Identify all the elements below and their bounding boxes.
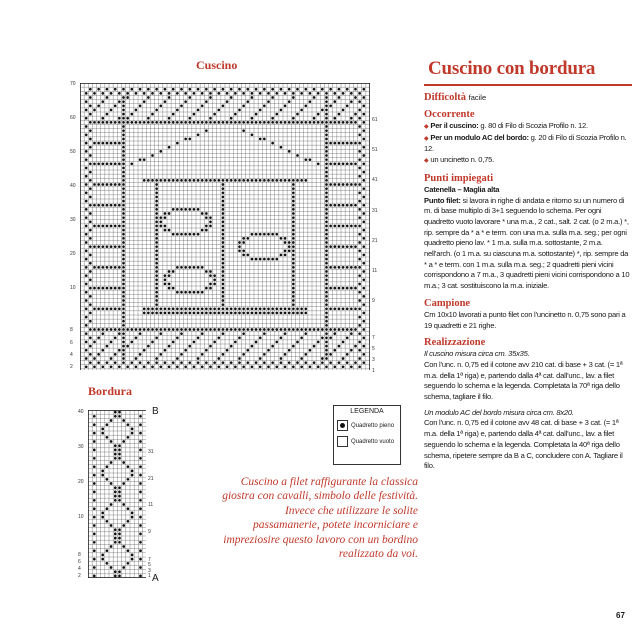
row-number-label: 31	[148, 449, 154, 455]
occorrente-item-label: Per il cuscino:	[430, 121, 479, 130]
punti-subheading: Catenella – Maglia alta	[424, 184, 500, 194]
intro-note: Cuscino a filet raffigurante la classica giostra con cavalli, simbolo delle festività. Invece che utilizzare le solite passamanerie, potete incorniciare e impreziosire questo lavoro con un bordino realizzato da voi.	[222, 476, 418, 561]
occorrente-item	[424, 121, 632, 133]
row-number-label: 2	[70, 364, 73, 370]
row-number-label: 21	[372, 237, 378, 244]
row-number-label: 10	[70, 285, 76, 292]
row-number-label: 7	[148, 556, 151, 563]
row-number-label: 6	[70, 339, 73, 346]
bullet-icon: ◆	[424, 158, 429, 165]
page-title: Cuscino con bordura	[428, 58, 596, 79]
row-number-label: 4	[70, 351, 73, 358]
punto-filet-label: Punto filet:	[424, 195, 461, 205]
row-number-label: 3	[372, 357, 375, 364]
row-number-label: 3	[148, 567, 151, 574]
row-number-label: 5	[148, 562, 151, 569]
occorrente-list	[424, 121, 632, 167]
empty-square-icon	[337, 436, 348, 447]
cuscino-grid	[80, 83, 370, 370]
punti-heading: Punti impiegati	[424, 172, 494, 184]
occorrente-item-text: g. 20 di Filo di Scozia Profilo n. 12.	[424, 132, 627, 154]
row-number-label: 11	[148, 502, 154, 509]
row-number-label: 70	[70, 81, 76, 87]
row-number-label: 30	[78, 443, 84, 450]
realizzazione-heading: Realizzazione	[424, 337, 486, 349]
legend-empty-label: Quadretto vuoto	[351, 438, 395, 445]
row-number-label: 40	[70, 183, 76, 190]
row-number-label: 20	[70, 251, 76, 258]
row-number-label: 2	[78, 573, 81, 579]
difficolta-heading	[424, 92, 632, 103]
bordura-chart-title: Bordura	[88, 384, 133, 398]
realizzazione-body	[424, 349, 632, 472]
bordura-letter-b: B	[152, 406, 159, 417]
occorrente-item-text: un uncinetto n. 0,75.	[430, 155, 494, 165]
bullet-icon: ◆	[424, 135, 429, 142]
legend-full-label: Quadretto pieno	[351, 422, 395, 429]
row-number-label: 50	[70, 149, 76, 156]
row-number-label: 5	[372, 346, 375, 353]
row-number-label: 31	[372, 207, 378, 214]
bordo-instructions: Con l’unc. n. 0,75 ed il cotone avv 48 cat. di base + 3 cat. (= 1ª m.a. della 1ª riga) e, partendo dalla 4ª cat. dall’unc., lav. a filet seguendo lo schema e la legenda. Completata la 40ª riga dello schema, ripetere sempre da B a C, concludere con A. Tagliare il filo.	[424, 418, 623, 471]
row-number-label: 10	[78, 513, 84, 520]
bordo-size-note: Un modulo AC del bordo misura circa cm. 8x20.	[424, 407, 574, 417]
punto-filet-text: si lavora in righe di andata e ritorno su un numero di m. di base multiplo di 3+1 seguendo lo schema. Per ogni quadretto vuoto lavorare * una m.a., 2 cat., salt. 2 cat. (o 2 m.a.) *, rip. sempre da * a * e term. con una m.a. sulla m.a. seg.; per ogni quadretto pieno lav. * 1 m.a. sulla m.a. sottostante, 2 m.a. nell’arch. (o 1 m.a. su ciascuna m.a. sottostante) *, rip. sempre da * a * e term. con 1 m.a. sulla m.a. seg.; 2 quadretti pieni vicini corrispondono a 7 m.a., 3 quadretti pieni vicini corrispondono a 10 m.a.; 3 cat. sostituiscono la m.a. iniziale.	[424, 195, 630, 291]
punti-body	[424, 185, 632, 292]
difficolta-value: facile	[468, 93, 487, 102]
row-number-label: 20	[78, 478, 84, 485]
row-number-label: 21	[148, 475, 154, 482]
occorrente-item	[424, 133, 632, 155]
row-number-label: 61	[372, 117, 378, 123]
bordura-letter-a: A	[152, 573, 159, 584]
filled-square-icon	[337, 420, 348, 431]
row-number-label: 8	[70, 327, 73, 334]
row-number-label: 9	[372, 298, 375, 305]
legend-title: LEGENDA	[350, 408, 384, 415]
cuscino-chart-title: Cuscino	[196, 58, 238, 72]
instructions-column	[424, 58, 632, 472]
campione-text: Cm 10x10 lavorati a punto filet con l’uncinetto n. 0,75 sono pari a 19 quadretti e 21 righe.	[424, 309, 626, 330]
cuscino-filet-chart	[80, 83, 370, 375]
bordura-grid	[88, 410, 146, 578]
cuscino-size-note: Il cuscino misura circa cm. 35x35.	[424, 349, 530, 359]
row-number-label: 51	[372, 147, 378, 154]
bullet-icon: ◆	[424, 124, 429, 130]
row-number-label: 40	[78, 409, 84, 415]
row-number-label: 11	[372, 268, 378, 275]
difficolta-label: Difficoltà	[424, 92, 466, 103]
row-number-label: 41	[372, 177, 378, 184]
row-number-label: 1	[148, 573, 151, 579]
occorrente-heading: Occorrente	[424, 109, 475, 120]
legend-box	[333, 405, 401, 465]
occorrente-item	[424, 155, 632, 167]
row-number-label: 4	[78, 565, 81, 572]
row-number-label: 1	[372, 368, 375, 374]
occorrente-item-text: g. 80 di Filo di Scozia Profilo n. 12.	[478, 121, 588, 130]
row-number-label: 9	[148, 528, 151, 535]
occorrente-item-label: Per un modulo AC del bordo:	[430, 132, 529, 142]
campione-heading: Campione	[424, 297, 471, 309]
row-number-label: 30	[70, 217, 76, 224]
page-number: 67	[616, 611, 625, 620]
bordura-filet-chart	[88, 410, 146, 583]
legend-full-row	[337, 420, 400, 431]
legend-empty-row	[337, 436, 400, 447]
row-number-label: 8	[78, 551, 81, 558]
title-divider	[424, 84, 632, 86]
cuscino-instructions: Con l’unc. n. 0,75 ed il cotone avv 210 cat. di base + 3 cat. (= 1ª m.a. della 1ª riga) e, partendo dalla 4ª cat. dall’unc., lav. a filet seguendo lo schema e la legenda. Completata la 70ª riga dello schema, tagliare il filo.	[424, 359, 623, 402]
row-number-label: 7	[372, 335, 375, 342]
row-number-label: 60	[70, 115, 76, 122]
row-number-label: 6	[78, 558, 81, 565]
